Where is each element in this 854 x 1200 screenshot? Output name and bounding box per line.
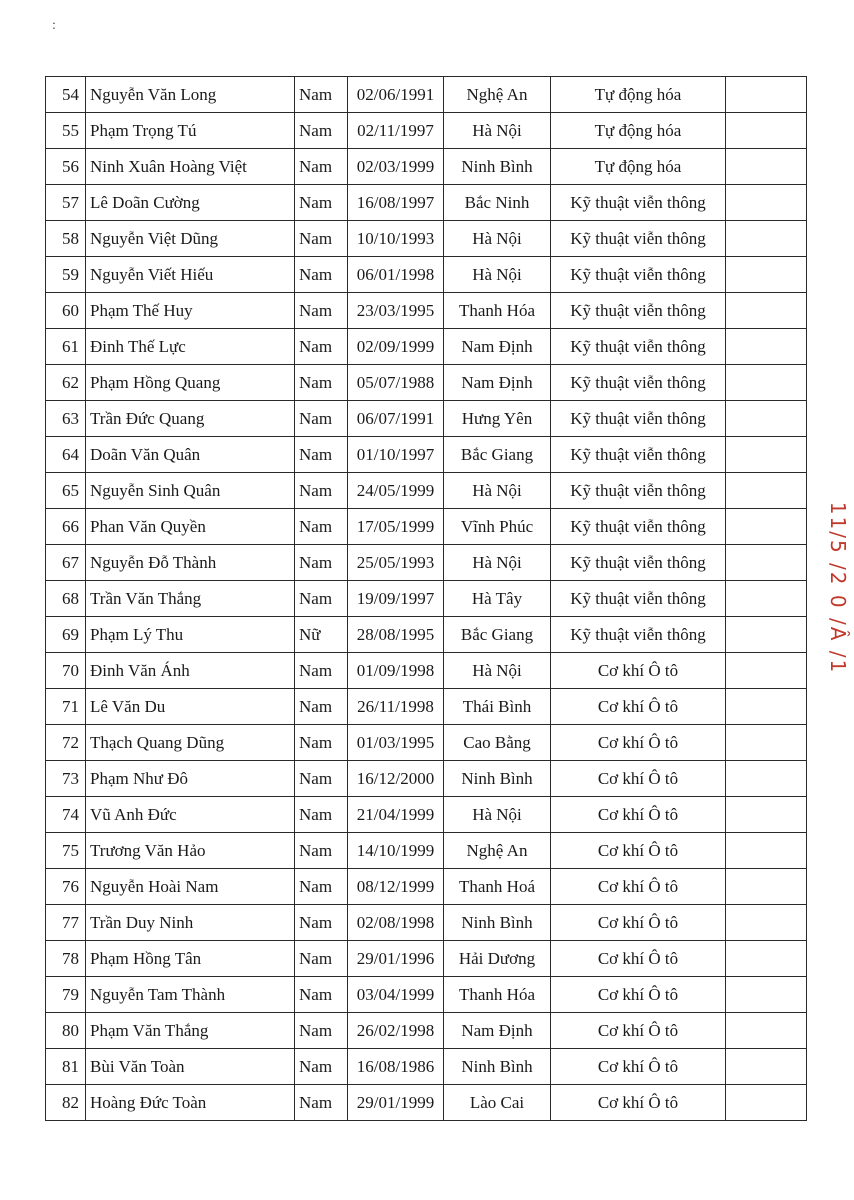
cell-place: Hà Nội xyxy=(444,797,551,833)
table-row xyxy=(46,365,807,401)
cell-dob: 06/01/1998 xyxy=(348,257,444,293)
cell-gender: Nam xyxy=(295,581,348,617)
cell-note xyxy=(726,1049,807,1085)
cell-gender: Nam xyxy=(295,185,348,221)
cell-stt: 77 xyxy=(46,905,86,941)
cell-gender: Nam xyxy=(295,401,348,437)
cell-note xyxy=(726,77,807,113)
cell-stt: 72 xyxy=(46,725,86,761)
cell-name: Phạm Thế Huy xyxy=(86,293,295,329)
cell-stt: 60 xyxy=(46,293,86,329)
cell-dob: 06/07/1991 xyxy=(348,401,444,437)
cell-major: Tự động hóa xyxy=(551,77,726,113)
cell-gender: Nam xyxy=(295,761,348,797)
cell-place: Nghệ An xyxy=(444,77,551,113)
cell-name: Trần Văn Thắng xyxy=(86,581,295,617)
cell-name: Bùi Văn Toàn xyxy=(86,1049,295,1085)
cell-note xyxy=(726,941,807,977)
cell-name: Đinh Thế Lực xyxy=(86,329,295,365)
cell-gender: Nam xyxy=(295,149,348,185)
cell-stt: 80 xyxy=(46,1013,86,1049)
cell-note xyxy=(726,149,807,185)
table-row xyxy=(46,149,807,185)
cell-gender: Nam xyxy=(295,833,348,869)
cell-dob: 02/03/1999 xyxy=(348,149,444,185)
cell-stt: 57 xyxy=(46,185,86,221)
cell-dob: 23/03/1995 xyxy=(348,293,444,329)
cell-note xyxy=(726,725,807,761)
cell-major: Kỹ thuật viễn thông xyxy=(551,293,726,329)
cell-name: Phạm Văn Thắng xyxy=(86,1013,295,1049)
cell-dob: 26/02/1998 xyxy=(348,1013,444,1049)
cell-place: Thanh Hoá xyxy=(444,869,551,905)
cell-gender: Nam xyxy=(295,221,348,257)
cell-note xyxy=(726,905,807,941)
cell-dob: 02/08/1998 xyxy=(348,905,444,941)
table-row xyxy=(46,329,807,365)
cell-place: Hà Nội xyxy=(444,545,551,581)
cell-dob: 24/05/1999 xyxy=(348,473,444,509)
cell-stt: 61 xyxy=(46,329,86,365)
cell-stt: 54 xyxy=(46,77,86,113)
cell-major: Kỹ thuật viễn thông xyxy=(551,437,726,473)
table-row xyxy=(46,689,807,725)
cell-major: Kỹ thuật viễn thông xyxy=(551,545,726,581)
cell-stt: 66 xyxy=(46,509,86,545)
cell-note xyxy=(726,257,807,293)
cell-name: Lê Doãn Cường xyxy=(86,185,295,221)
cell-major: Kỹ thuật viễn thông xyxy=(551,365,726,401)
cell-place: Hà Nội xyxy=(444,653,551,689)
cell-stt: 56 xyxy=(46,149,86,185)
cell-stt: 81 xyxy=(46,1049,86,1085)
cell-place: Nam Định xyxy=(444,1013,551,1049)
cell-dob: 03/04/1999 xyxy=(348,977,444,1013)
cell-major: Cơ khí Ô tô xyxy=(551,653,726,689)
table-row xyxy=(46,761,807,797)
cell-stt: 68 xyxy=(46,581,86,617)
table-row xyxy=(46,977,807,1013)
table-row xyxy=(46,257,807,293)
cell-major: Cơ khí Ô tô xyxy=(551,797,726,833)
table-row xyxy=(46,437,807,473)
cell-place: Hà Nội xyxy=(444,257,551,293)
cell-gender: Nam xyxy=(295,77,348,113)
cell-dob: 08/12/1999 xyxy=(348,869,444,905)
cell-stt: 55 xyxy=(46,113,86,149)
cell-dob: 16/08/1986 xyxy=(348,1049,444,1085)
cell-major: Kỹ thuật viễn thông xyxy=(551,473,726,509)
cell-name: Doãn Văn Quân xyxy=(86,437,295,473)
cell-place: Hà Tây xyxy=(444,581,551,617)
cell-name: Nguyễn Sinh Quân xyxy=(86,473,295,509)
cell-note xyxy=(726,221,807,257)
table-row xyxy=(46,185,807,221)
table-row xyxy=(46,941,807,977)
cell-place: Hà Nội xyxy=(444,221,551,257)
cell-stt: 79 xyxy=(46,977,86,1013)
cell-name: Trần Đức Quang xyxy=(86,401,295,437)
cell-dob: 14/10/1999 xyxy=(348,833,444,869)
cell-note xyxy=(726,581,807,617)
cell-major: Cơ khí Ô tô xyxy=(551,941,726,977)
cell-name: Trương Văn Hảo xyxy=(86,833,295,869)
cell-gender: Nam xyxy=(295,509,348,545)
cell-dob: 05/07/1988 xyxy=(348,365,444,401)
cell-note xyxy=(726,293,807,329)
table-row xyxy=(46,869,807,905)
cell-name: Nguyễn Đỗ Thành xyxy=(86,545,295,581)
cell-name: Phan Văn Quyền xyxy=(86,509,295,545)
cell-dob: 02/06/1991 xyxy=(348,77,444,113)
cell-note xyxy=(726,653,807,689)
cell-major: Kỹ thuật viễn thông xyxy=(551,257,726,293)
cell-stt: 59 xyxy=(46,257,86,293)
student-table xyxy=(45,76,807,1121)
cell-gender: Nam xyxy=(295,797,348,833)
table-row xyxy=(46,113,807,149)
cell-name: Thạch Quang Dũng xyxy=(86,725,295,761)
cell-name: Nguyễn Tam Thành xyxy=(86,977,295,1013)
cell-place: Nam Định xyxy=(444,365,551,401)
cell-name: Lê Văn Du xyxy=(86,689,295,725)
cell-gender: Nam xyxy=(295,113,348,149)
table-row xyxy=(46,617,807,653)
cell-dob: 29/01/1999 xyxy=(348,1085,444,1121)
cell-major: Cơ khí Ô tô xyxy=(551,905,726,941)
cell-dob: 16/08/1997 xyxy=(348,185,444,221)
cell-note xyxy=(726,473,807,509)
cell-stt: 82 xyxy=(46,1085,86,1121)
cell-note xyxy=(726,1085,807,1121)
cell-note xyxy=(726,509,807,545)
handwritten-margin-note xyxy=(826,455,850,720)
cell-place: Ninh Bình xyxy=(444,761,551,797)
cell-place: Lào Cai xyxy=(444,1085,551,1121)
cell-gender: Nam xyxy=(295,545,348,581)
cell-place: Bắc Giang xyxy=(444,437,551,473)
student-table-wrapper xyxy=(45,76,807,1121)
cell-name: Phạm Như Đô xyxy=(86,761,295,797)
cell-dob: 02/11/1997 xyxy=(348,113,444,149)
cell-note xyxy=(726,617,807,653)
table-row xyxy=(46,797,807,833)
cell-major: Tự động hóa xyxy=(551,149,726,185)
cell-stt: 71 xyxy=(46,689,86,725)
table-row xyxy=(46,905,807,941)
table-row xyxy=(46,581,807,617)
table-row xyxy=(46,1049,807,1085)
cell-place: Bắc Ninh xyxy=(444,185,551,221)
cell-gender: Nữ xyxy=(295,617,348,653)
cell-stt: 69 xyxy=(46,617,86,653)
cell-major: Kỹ thuật viễn thông xyxy=(551,221,726,257)
cell-place: Nghệ An xyxy=(444,833,551,869)
cell-note xyxy=(726,797,807,833)
cell-stt: 78 xyxy=(46,941,86,977)
cell-major: Cơ khí Ô tô xyxy=(551,833,726,869)
cell-name: Ninh Xuân Hoàng Việt xyxy=(86,149,295,185)
cell-name: Nguyễn Hoài Nam xyxy=(86,869,295,905)
cell-gender: Nam xyxy=(295,365,348,401)
cell-gender: Nam xyxy=(295,293,348,329)
cell-name: Nguyễn Việt Dũng xyxy=(86,221,295,257)
cell-name: Hoàng Đức Toàn xyxy=(86,1085,295,1121)
cell-place: Hà Nội xyxy=(444,113,551,149)
cell-gender: Nam xyxy=(295,689,348,725)
cell-dob: 28/08/1995 xyxy=(348,617,444,653)
cell-gender: Nam xyxy=(295,653,348,689)
cell-major: Cơ khí Ô tô xyxy=(551,1049,726,1085)
table-row xyxy=(46,77,807,113)
cell-major: Cơ khí Ô tô xyxy=(551,1013,726,1049)
cell-note xyxy=(726,545,807,581)
student-table-body xyxy=(46,77,807,1121)
cell-gender: Nam xyxy=(295,473,348,509)
cell-place: Thanh Hóa xyxy=(444,293,551,329)
cell-dob: 17/05/1999 xyxy=(348,509,444,545)
cell-name: Nguyễn Viết Hiếu xyxy=(86,257,295,293)
cell-major: Tự động hóa xyxy=(551,113,726,149)
cell-note xyxy=(726,437,807,473)
cell-stt: 63 xyxy=(46,401,86,437)
cell-gender: Nam xyxy=(295,257,348,293)
cell-gender: Nam xyxy=(295,725,348,761)
cell-name: Trần Duy Ninh xyxy=(86,905,295,941)
cell-dob: 10/10/1993 xyxy=(348,221,444,257)
table-row xyxy=(46,473,807,509)
table-row xyxy=(46,833,807,869)
cell-gender: Nam xyxy=(295,1049,348,1085)
cell-major: Cơ khí Ô tô xyxy=(551,1085,726,1121)
cell-name: Nguyễn Văn Long xyxy=(86,77,295,113)
cell-gender: Nam xyxy=(295,329,348,365)
cell-gender: Nam xyxy=(295,905,348,941)
cell-place: Ninh Bình xyxy=(444,905,551,941)
cell-major: Cơ khí Ô tô xyxy=(551,761,726,797)
cell-note xyxy=(726,761,807,797)
cell-place: Nam Định xyxy=(444,329,551,365)
cell-gender: Nam xyxy=(295,977,348,1013)
cell-note xyxy=(726,977,807,1013)
cell-dob: 29/01/1996 xyxy=(348,941,444,977)
cell-stt: 62 xyxy=(46,365,86,401)
cell-note xyxy=(726,833,807,869)
table-row xyxy=(46,1013,807,1049)
cell-stt: 74 xyxy=(46,797,86,833)
cell-place: Hưng Yên xyxy=(444,401,551,437)
cell-dob: 21/04/1999 xyxy=(348,797,444,833)
cell-stt: 76 xyxy=(46,869,86,905)
cell-note xyxy=(726,689,807,725)
cell-gender: Nam xyxy=(295,437,348,473)
cell-gender: Nam xyxy=(295,941,348,977)
cell-name: Phạm Lý Thu xyxy=(86,617,295,653)
cell-place: Thanh Hóa xyxy=(444,977,551,1013)
cell-stt: 67 xyxy=(46,545,86,581)
cell-gender: Nam xyxy=(295,1013,348,1049)
cell-dob: 01/10/1997 xyxy=(348,437,444,473)
scan-corner-mark: : xyxy=(52,18,56,33)
cell-place: Thái Bình xyxy=(444,689,551,725)
cell-major: Kỹ thuật viễn thông xyxy=(551,329,726,365)
margin-note-text: 11/5 /2 0 /Â /1 xyxy=(826,501,850,674)
table-row xyxy=(46,401,807,437)
cell-major: Cơ khí Ô tô xyxy=(551,977,726,1013)
cell-note xyxy=(726,1013,807,1049)
table-row xyxy=(46,725,807,761)
cell-dob: 26/11/1998 xyxy=(348,689,444,725)
cell-place: Vĩnh Phúc xyxy=(444,509,551,545)
cell-major: Kỹ thuật viễn thông xyxy=(551,185,726,221)
cell-name: Vũ Anh Đức xyxy=(86,797,295,833)
cell-major: Kỹ thuật viễn thông xyxy=(551,401,726,437)
cell-major: Kỹ thuật viễn thông xyxy=(551,581,726,617)
cell-major: Cơ khí Ô tô xyxy=(551,689,726,725)
cell-place: Ninh Bình xyxy=(444,1049,551,1085)
cell-stt: 75 xyxy=(46,833,86,869)
cell-name: Phạm Trọng Tú xyxy=(86,113,295,149)
cell-stt: 70 xyxy=(46,653,86,689)
cell-place: Hà Nội xyxy=(444,473,551,509)
cell-major: Kỹ thuật viễn thông xyxy=(551,509,726,545)
cell-place: Hải Dương xyxy=(444,941,551,977)
cell-note xyxy=(726,401,807,437)
cell-name: Đinh Văn Ánh xyxy=(86,653,295,689)
cell-note xyxy=(726,365,807,401)
cell-name: Phạm Hồng Tân xyxy=(86,941,295,977)
cell-dob: 19/09/1997 xyxy=(348,581,444,617)
cell-gender: Nam xyxy=(295,1085,348,1121)
cell-stt: 73 xyxy=(46,761,86,797)
cell-stt: 64 xyxy=(46,437,86,473)
table-row xyxy=(46,1085,807,1121)
cell-major: Cơ khí Ô tô xyxy=(551,869,726,905)
cell-dob: 01/09/1998 xyxy=(348,653,444,689)
cell-gender: Nam xyxy=(295,869,348,905)
table-row xyxy=(46,545,807,581)
cell-dob: 02/09/1999 xyxy=(348,329,444,365)
cell-note xyxy=(726,869,807,905)
cell-note xyxy=(726,185,807,221)
cell-name: Phạm Hồng Quang xyxy=(86,365,295,401)
cell-major: Kỹ thuật viễn thông xyxy=(551,617,726,653)
cell-note xyxy=(726,329,807,365)
cell-place: Ninh Bình xyxy=(444,149,551,185)
cell-dob: 01/03/1995 xyxy=(348,725,444,761)
table-row xyxy=(46,293,807,329)
table-row xyxy=(46,653,807,689)
cell-place: Cao Bằng xyxy=(444,725,551,761)
cell-major: Cơ khí Ô tô xyxy=(551,725,726,761)
cell-stt: 58 xyxy=(46,221,86,257)
table-row xyxy=(46,221,807,257)
table-row xyxy=(46,509,807,545)
cell-dob: 25/05/1993 xyxy=(348,545,444,581)
cell-note xyxy=(726,113,807,149)
cell-dob: 16/12/2000 xyxy=(348,761,444,797)
cell-stt: 65 xyxy=(46,473,86,509)
cell-place: Bắc Giang xyxy=(444,617,551,653)
